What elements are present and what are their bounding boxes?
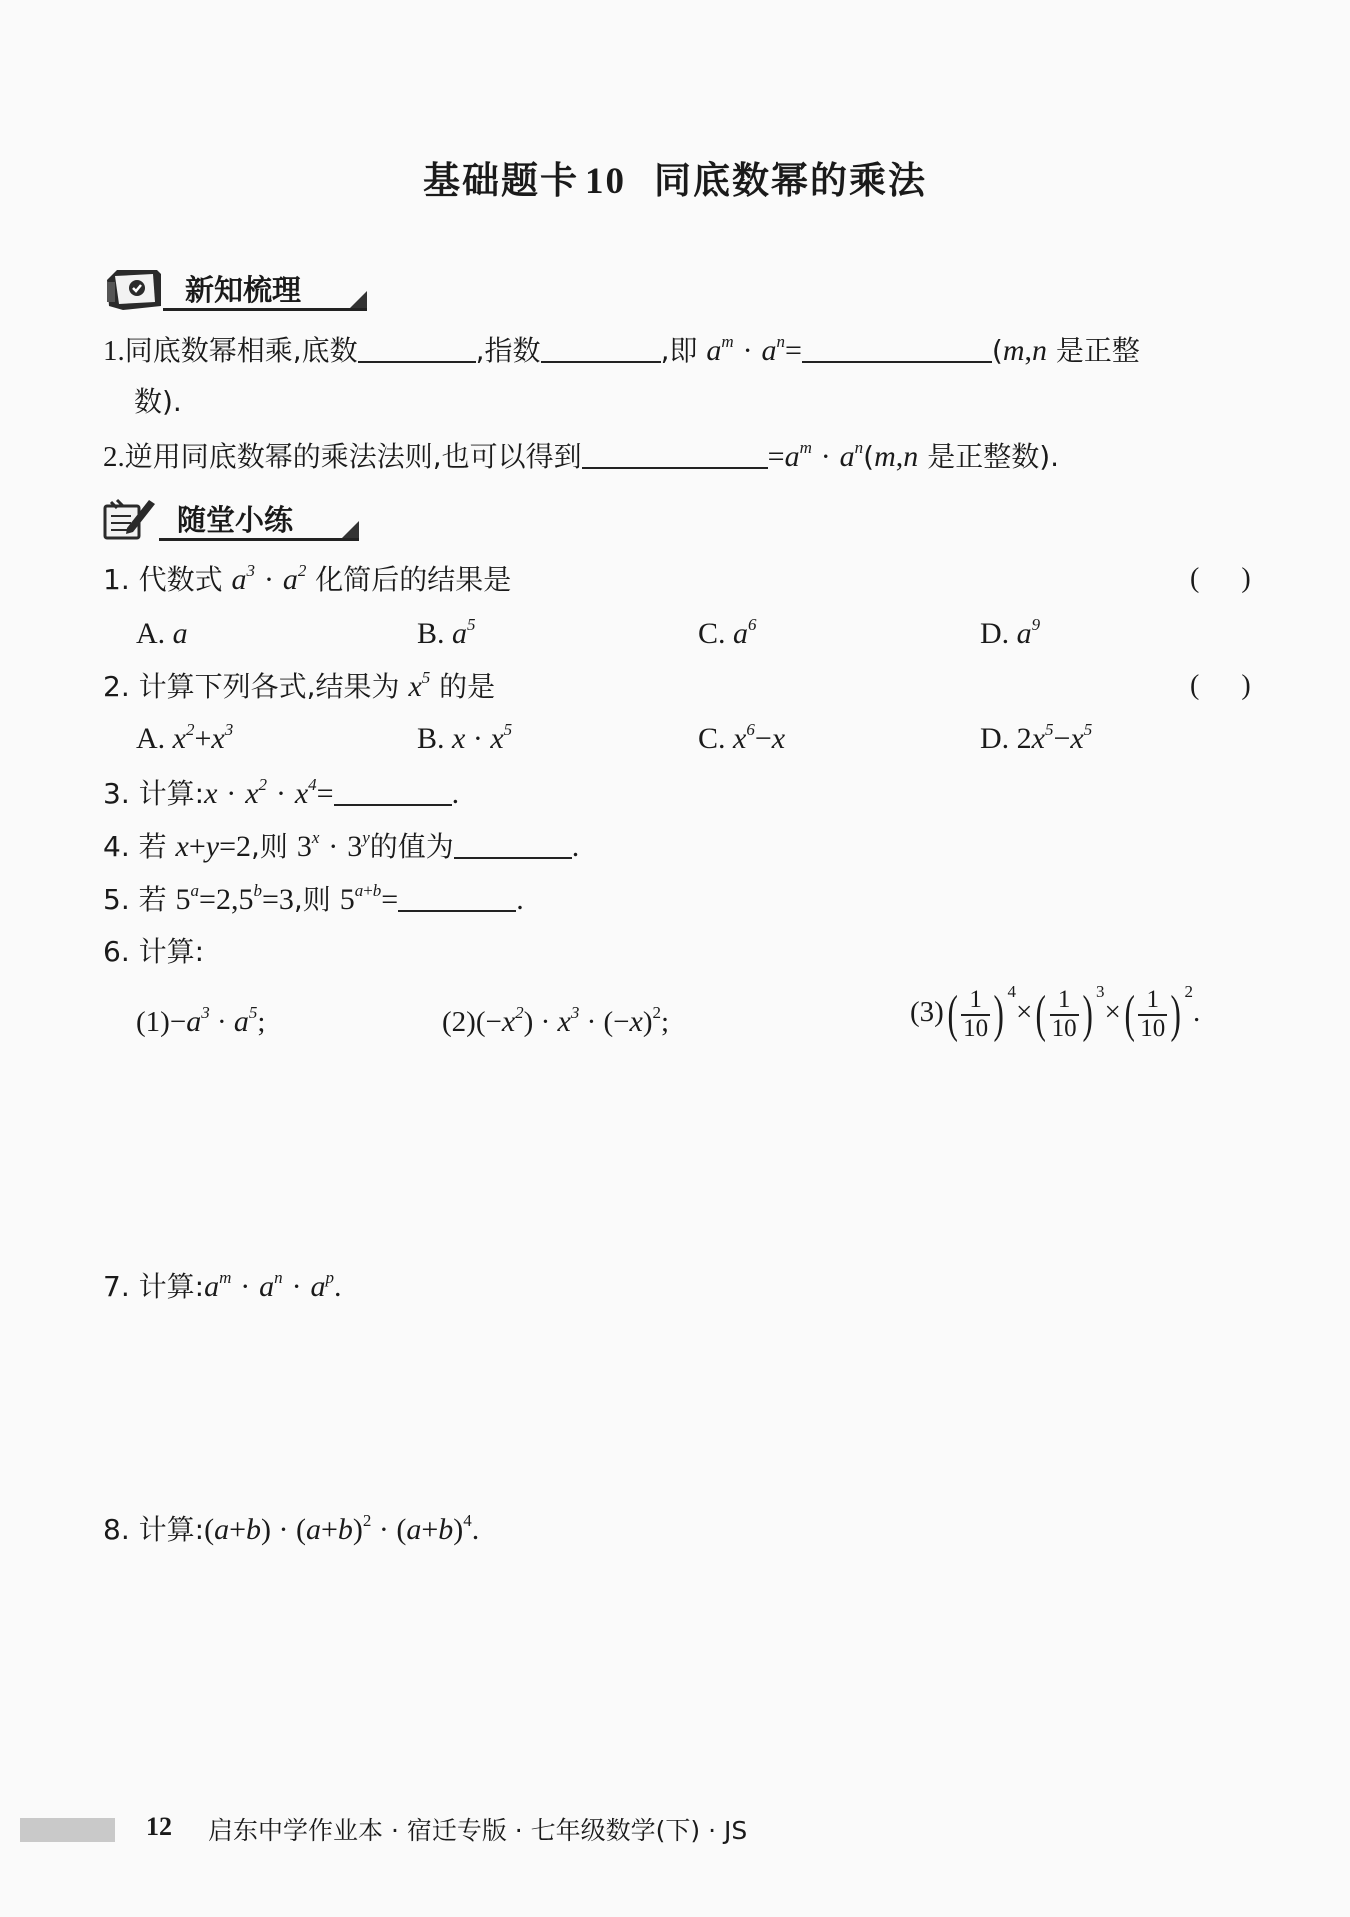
practice-q2-answer-paren[interactable]: ( ) [1190, 670, 1251, 701]
practice-q3-blank[interactable] [334, 778, 452, 806]
practice-q1-option-c[interactable]: C. $a^6$ [698, 615, 757, 650]
book-title: 启东中学作业本 · 宿迁专版 · 七年级数学(下) · JS [208, 1816, 748, 1845]
practice-q2-option-d[interactable]: D. $2x^5-x^5$ [980, 720, 1093, 755]
section-practice-corner [342, 521, 359, 538]
practice-q2-option-b[interactable]: B. $x \cdot x^5$ [417, 720, 513, 755]
title-number: 10 [585, 161, 626, 202]
practice-q2: 2. 计算下列各式,结果为 $x^5$ 的是 [103, 668, 496, 703]
practice-q1-option-b[interactable]: B. $a^5$ [417, 615, 476, 650]
review-q1-blank-exponent[interactable] [541, 335, 661, 363]
notebook-icon [103, 266, 165, 312]
practice-q5: 5. 若 $5^a=2,5^b=3$,则 $5^{a+b}=$ . [103, 881, 524, 916]
practice-q4: 4. 若 x+y=2,则 3$^x$ · 3$^y$的值为 . [103, 828, 580, 863]
review-q2: 2.逆用同底数幂的乘法法则,也可以得到 $=a^m \cdot a^n(m,n$ 是正整数). [103, 438, 1060, 473]
review-q1-blank-base[interactable] [358, 335, 476, 363]
practice-q1: 1. 代数式 $a^3 \cdot a^2$ 化简后的结果是 [103, 561, 512, 596]
section-review-corner [350, 291, 367, 308]
section-practice-label: 随堂小练 [177, 503, 294, 537]
review-q1-blank-result[interactable] [802, 335, 992, 363]
section-review-header [103, 266, 373, 316]
section-practice-rule [159, 538, 359, 541]
practice-q6: 6. 计算: [103, 935, 205, 968]
page-footer [0, 1812, 1350, 1852]
section-review-rule [163, 308, 367, 311]
practice-q6-part1: $(1)-a^3 \cdot a^5$; [136, 1003, 266, 1038]
section-review-label: 新知梳理 [185, 273, 302, 307]
pencil-notepad-icon [103, 496, 159, 542]
practice-q3: 3. 计算:x · $x^2 \cdot x^4=$ . [103, 775, 460, 810]
practice-q6-part3: (3)( $\frac{1}{10}$ ) $^4$×( $\frac{1}{10}$ ) $^3$×( $\frac{1}{10}$ ) $^2$. [910, 982, 1201, 1043]
practice-q2-option-a[interactable]: A. $x^2+x^3$ [136, 720, 234, 755]
review-q1-cont: 数). [134, 385, 182, 418]
practice-q5-blank[interactable] [398, 884, 516, 912]
practice-q2-option-c[interactable]: C. $x^6-x$ [698, 720, 786, 755]
page-number: 12 [146, 1812, 172, 1841]
title-name: 同底数幂的乘法 [654, 159, 927, 202]
practice-q1-option-a[interactable]: A. a [136, 617, 188, 650]
practice-q1-option-d[interactable]: D. $a^9$ [980, 615, 1041, 650]
practice-q6-part2: $(2)(-x^2) \cdot x^3 \cdot (-x)^2$; [442, 1003, 670, 1038]
practice-q1-answer-paren[interactable]: ( ) [1190, 563, 1251, 594]
practice-q4-blank[interactable] [454, 831, 572, 859]
title-prefix: 基础题卡 [423, 159, 579, 202]
page-title [0, 150, 1350, 204]
review-q1: 1.同底数幂相乘,底数 ,指数 ,即 $a^m \cdot a^n= (m,n$ 是正整 [103, 332, 1140, 367]
review-q2-blank[interactable] [582, 441, 768, 469]
practice-q8: 8. 计算:(a+b) · $(a+b)^2 \cdot (a+b)^4$. [103, 1511, 480, 1546]
section-practice-header [103, 496, 373, 546]
practice-q7: 7. 计算$:a^m \cdot a^n \cdot a^p$. [103, 1268, 342, 1303]
footer-bar [20, 1818, 115, 1842]
